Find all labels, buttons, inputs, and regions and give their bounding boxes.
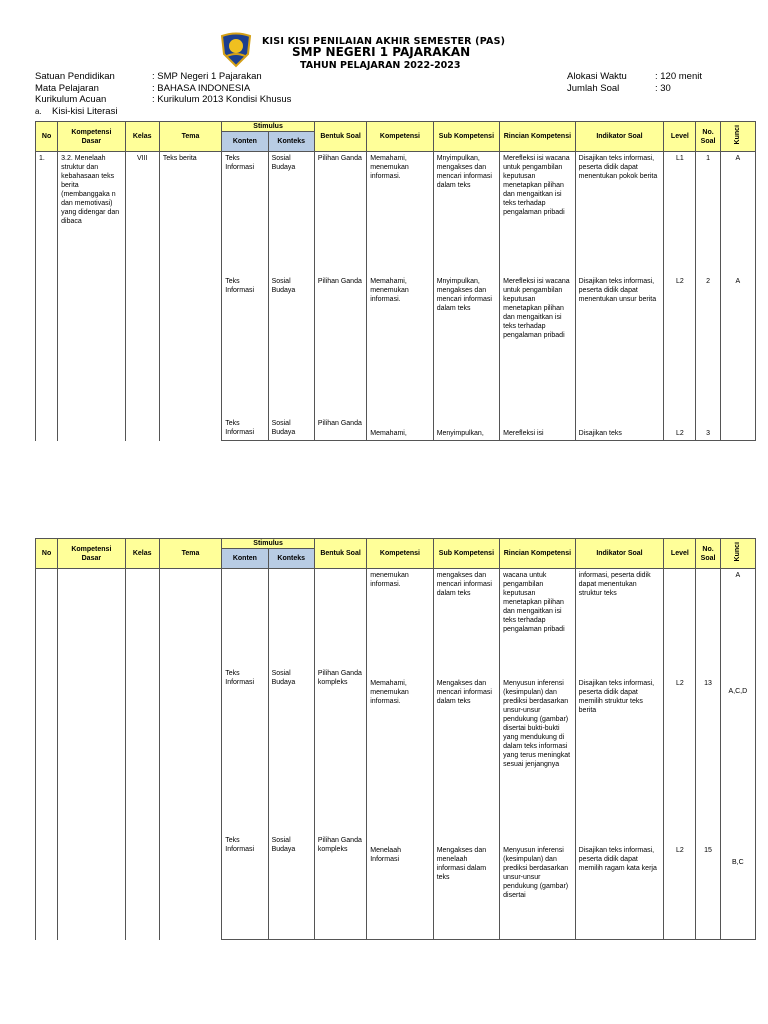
cell-kompetensi: Memahami, menemukan informasi.	[367, 152, 433, 275]
col-header-stimulus: Stimulus	[222, 539, 315, 549]
section-title: Kisi-kisi Literasi	[52, 105, 118, 117]
meta-value: : Kurikulum 2013 Kondisi Khusus	[152, 94, 292, 105]
cell-konteks	[268, 569, 314, 667]
col-header-sub: Sub Kompetensi	[433, 122, 499, 152]
cell-konteks: Sosial Budaya	[268, 667, 314, 834]
cell-rincian: Merefleksi isi wacana untuk pengambilan keputusan menetapkan pilihan dan mengaitkan isi teks terhadap pengalaman pribadi	[500, 152, 576, 275]
col-header-nosoal: No. Soal	[696, 122, 720, 152]
cell-kunci: A,C,D	[720, 667, 755, 834]
cell-konten: Teks Informasi	[222, 275, 268, 417]
meta-left	[35, 71, 291, 117]
cell-kompetensi: Memahami, menemukan informasi.	[367, 275, 433, 417]
col-header-tema: Tema	[159, 122, 221, 152]
col-header-kunci	[720, 122, 755, 152]
cell-tema	[159, 569, 221, 940]
cell-level	[664, 569, 696, 667]
cell-kelas	[125, 569, 159, 940]
meta-right	[567, 71, 702, 94]
cell-level: L2	[664, 275, 696, 417]
col-header-level: Level	[664, 122, 696, 152]
kunci-label: Kunci	[734, 125, 742, 145]
doc-title-school: SMP NEGERI 1 PAJARAKAN	[292, 45, 471, 59]
col-header-rincian: Rincian Kompetensi	[500, 122, 576, 152]
doc-title-year: TAHUN PELAJARAN 2022-2023	[300, 60, 461, 71]
col-header-konteks: Konteks	[268, 132, 314, 152]
col-header-konten: Konten	[222, 549, 268, 569]
meta-value: : 120 menit	[655, 71, 702, 82]
col-header-kd: Kompetensi Dasar	[58, 539, 125, 569]
cell-kunci: B,C	[720, 834, 755, 940]
col-header-bentuk: Bentuk Soal	[314, 122, 366, 152]
col-header-konten: Konten	[222, 132, 268, 152]
cell-kunci: A	[720, 152, 755, 275]
cell-sub: Mnyimpulkan, mengakses dan mencari informasi dalam teks	[433, 275, 499, 417]
cell-bentuk: Pilihan Ganda	[314, 152, 366, 275]
kunci-label: Kunci	[734, 542, 742, 562]
cell-rincian: Menyusun inferensi (kesimpulan) dan prediksi berdasarkan unsur-unsur pendukung (gambar) disertai	[500, 834, 576, 940]
col-header-stimulus: Stimulus	[222, 122, 315, 132]
meta-value: : 30	[655, 82, 671, 94]
cell-konteks: Sosial Budaya	[268, 152, 314, 275]
cell-konten: Teks Informasi	[222, 834, 268, 940]
meta-label: Kurikulum Acuan	[35, 94, 107, 105]
cell-level: L2	[664, 834, 696, 940]
cell-indikator: Disajikan teks informasi, peserta didik dapat memilih ragam kata kerja	[575, 834, 664, 940]
meta-value: : SMP Negeri 1 Pajarakan	[152, 71, 262, 82]
cell-indikator: Disajikan teks	[575, 417, 664, 441]
meta-label: Mata Pelajaran	[35, 82, 99, 94]
cell-konten: Teks Informasi	[222, 152, 268, 275]
cell-bentuk	[314, 569, 366, 667]
cell-rincian: Menyusun inferensi (kesimpulan) dan prediksi berdasarkan unsur-unsur pendukung (gambar) disertai bukti-bukti yang mendukung di dalam teks informasi yang terus meningkat sesuai jenjangnya	[500, 667, 576, 834]
cell-bentuk: Pilihan Ganda	[314, 417, 366, 441]
cell-no: 1.	[36, 152, 58, 441]
cell-kunci	[720, 417, 755, 441]
cell-nosoal: 2	[696, 275, 720, 417]
cell-sub: Mengakses dan mencari informasi dalam teks	[433, 667, 499, 834]
cell-kompetensi: Memahami,	[367, 417, 433, 441]
cell-tema: Teks berita	[159, 152, 221, 441]
col-header-kunci	[720, 539, 755, 569]
cell-nosoal: 1	[696, 152, 720, 275]
kisi-table-1	[35, 121, 756, 441]
school-crest-logo	[218, 32, 254, 68]
cell-kompetensi: Menelaah Informasi	[367, 834, 433, 940]
cell-konteks: Sosial Budaya	[268, 275, 314, 417]
cell-level: L2	[664, 417, 696, 441]
col-header-no: No	[36, 539, 58, 569]
cell-konten: Teks Informasi	[222, 417, 268, 441]
doc-title-line1: KISI KISI PENILAIAN AKHIR SEMESTER (PAS)	[262, 36, 506, 47]
col-header-bentuk: Bentuk Soal	[314, 539, 366, 569]
col-header-kelas: Kelas	[125, 122, 159, 152]
cell-kompetensi: menemukan informasi.	[367, 569, 433, 667]
col-header-indikator: Indikator Soal	[575, 122, 664, 152]
cell-konteks: Sosial Budaya	[268, 834, 314, 940]
cell-konteks: Sosial Budaya	[268, 417, 314, 441]
cell-bentuk: Pilihan Ganda	[314, 275, 366, 417]
cell-kompetensi: Memahami, menemukan informasi.	[367, 667, 433, 834]
cell-nosoal: 15	[696, 834, 720, 940]
cell-kd	[58, 569, 125, 940]
col-header-kompetensi: Kompetensi	[367, 539, 433, 569]
cell-kunci: A	[720, 569, 755, 667]
kisi-table-2	[35, 538, 756, 940]
cell-konten: Teks Informasi	[222, 667, 268, 834]
cell-rincian: Merefleksi isi wacana untuk pengambilan keputusan menetapkan pilihan dan mengaitkan isi teks terhadap pengalaman pribadi	[500, 275, 576, 417]
col-header-level: Level	[664, 539, 696, 569]
cell-level: L1	[664, 152, 696, 275]
meta-label: Satuan Pendidikan	[35, 71, 115, 82]
col-header-kd: Kompetensi Dasar	[58, 122, 125, 152]
cell-rincian: Merefleksi isi	[500, 417, 576, 441]
cell-indikator: Disajikan teks informasi, peserta didik dapat menentukan unsur berita	[575, 275, 664, 417]
col-header-nosoal: No. Soal	[696, 539, 720, 569]
cell-konten	[222, 569, 268, 667]
cell-sub: mengakses dan mencari informasi dalam teks	[433, 569, 499, 667]
cell-nosoal: 3	[696, 417, 720, 441]
cell-nosoal: 13	[696, 667, 720, 834]
section-marker: a.	[35, 106, 42, 116]
meta-value: : BAHASA INDONESIA	[152, 82, 251, 94]
cell-kelas: VIII	[125, 152, 159, 441]
col-header-sub: Sub Kompetensi	[433, 539, 499, 569]
col-header-konteks: Konteks	[268, 549, 314, 569]
meta-label: Jumlah Soal	[567, 82, 620, 94]
table-row	[36, 152, 756, 275]
cell-sub: Menyimpulkan,	[433, 417, 499, 441]
cell-sub: Mengakses dan menelaah informasi dalam teks	[433, 834, 499, 940]
col-header-indikator: Indikator Soal	[575, 539, 664, 569]
table-row	[36, 569, 756, 667]
col-header-kelas: Kelas	[125, 539, 159, 569]
cell-bentuk: Pilihan Ganda kompleks	[314, 834, 366, 940]
col-header-no: No	[36, 122, 58, 152]
cell-kunci: A	[720, 275, 755, 417]
cell-level: L2	[664, 667, 696, 834]
cell-indikator: Disajikan teks informasi, peserta didik dapat menentukan pokok berita	[575, 152, 664, 275]
cell-kd: 3.2. Menelaah struktur dan kebahasaan teks berita (membanggaka n dan memotivasi) yang didengar dan dibaca	[58, 152, 125, 441]
cell-rincian: wacana untuk pengambilan keputusan menetapkan pilihan dan mengaitkan isi teks terhadap pengalaman pribadi	[500, 569, 576, 667]
cell-nosoal	[696, 569, 720, 667]
col-header-rincian: Rincian Kompetensi	[500, 539, 576, 569]
cell-sub: Mnyimpulkan, mengakses dan mencari informasi dalam teks	[433, 152, 499, 275]
col-header-kompetensi: Kompetensi	[367, 122, 433, 152]
cell-indikator: Disajikan teks informasi, peserta didik dapat memilih struktur teks berita	[575, 667, 664, 834]
cell-no	[36, 569, 58, 940]
col-header-tema: Tema	[159, 539, 221, 569]
cell-bentuk: Pilihan Ganda kompleks	[314, 667, 366, 834]
cell-indikator: informasi, peserta didik dapat menentukan struktur teks	[575, 569, 664, 667]
meta-label: Alokasi Waktu	[567, 71, 627, 82]
